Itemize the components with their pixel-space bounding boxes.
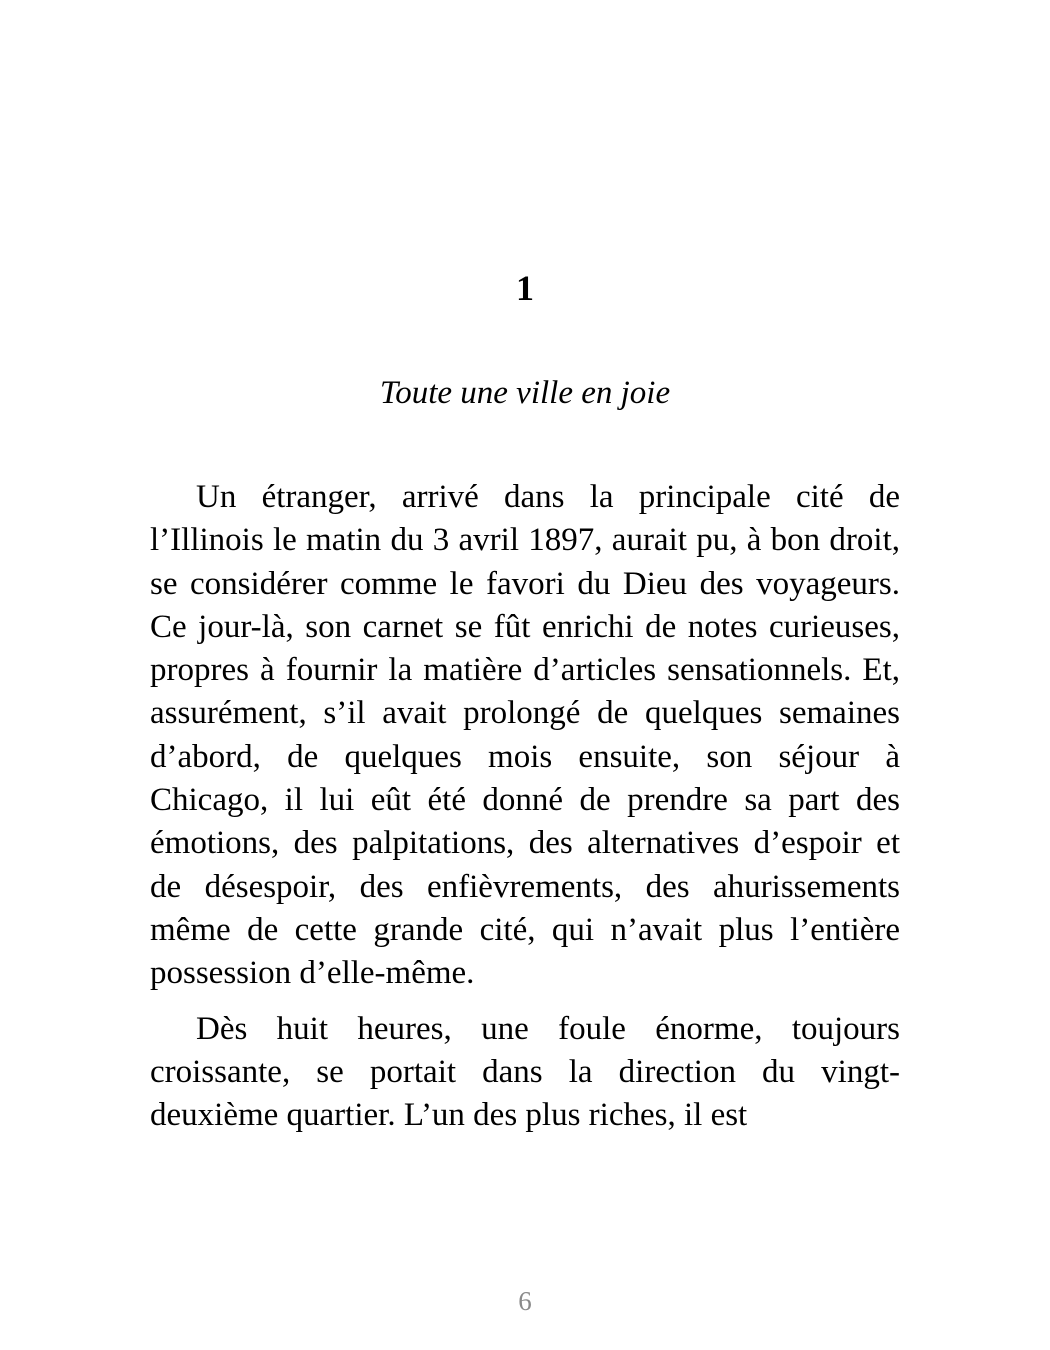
chapter-title: Toute une ville en joie [379, 375, 671, 411]
paragraph-1: Un étranger, arrivé dans la principale cité de l’Illinois le matin du 3 avril 1897, aurait pu, à bon droit, se considérer comme le favori du Dieu des voyageurs. Ce jour-là, son carnet se fût enrichi de notes curieuses, propres à fournir la matière d’articles sensationnels. Et, assurément, s’il avait prolongé de quelques semaines d’abord, de quelques mois ensuite, son séjour à Chicago, il lui eût été donné de prendre sa part des émotions, des palpitations, des alternatives d’espoir et de désespoir, des enfièvrements, des ahurissements même de cette grande cité, qui n’avait plus l’entière possession d’elle-même. [150, 479, 900, 992]
chapter-number: 1 [516, 268, 534, 308]
paragraph-2: Dès huit heures, une foule énorme, toujours croissante, se portait dans la direction du vingt-deuxième quartier. L’un des plus riches, il est [150, 1010, 900, 1134]
page-number: 6 [518, 1286, 532, 1316]
body-text [150, 476, 900, 1181]
